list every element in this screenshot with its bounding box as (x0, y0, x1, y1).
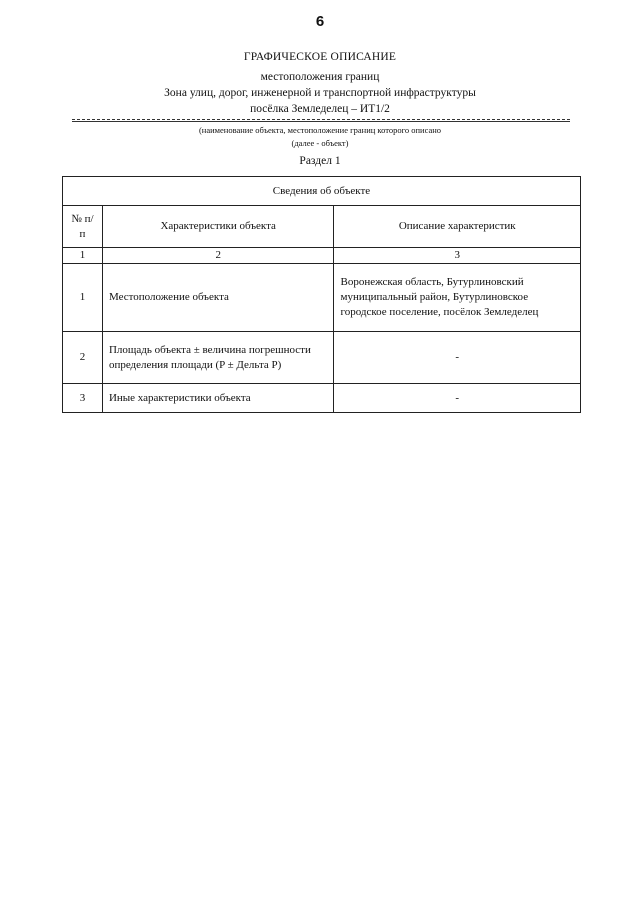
row-num: 2 (63, 332, 103, 384)
table-title: Сведения об объекте (63, 177, 581, 206)
object-info-table (62, 176, 581, 413)
page-number: 6 (315, 13, 325, 30)
document-title: ГРАФИЧЕСКОЕ ОПИСАНИЕ (243, 51, 397, 63)
header-description: Описание характеристик (334, 206, 581, 248)
row-description: Воронежская область, Бутурлиновский муниципальный район, Бутурлиновское городское поселение, посёлок Земледелец (334, 264, 581, 332)
section-title: Раздел 1 (299, 155, 341, 167)
column-number-3: 3 (334, 248, 581, 264)
row-characteristic: Площадь объекта ± величина погрешности определения площади (P ± Дельта P) (102, 332, 334, 384)
caption-line-2: (далее - объект) (291, 138, 349, 148)
separator-dashed (72, 119, 570, 120)
separator-solid (72, 121, 570, 122)
column-number-2: 2 (102, 248, 334, 264)
row-description: - (334, 332, 581, 384)
row-characteristic: Иные характеристики объекта (102, 384, 334, 413)
table-row (63, 332, 581, 384)
column-number-row (63, 248, 581, 264)
header-num: № п/п (63, 206, 103, 248)
document-subtitle-line-1: местоположения границ (260, 71, 380, 83)
row-num: 3 (63, 384, 103, 413)
caption-line-1: (наименование объекта, местоположение границ которого описано (198, 125, 442, 135)
header-characteristics: Характеристики объекта (102, 206, 334, 248)
row-description: - (334, 384, 581, 413)
table-row (63, 384, 581, 413)
table-row (63, 264, 581, 332)
row-num: 1 (63, 264, 103, 332)
document-subtitle-line-3: посёлка Земледелец – ИТ1/2 (250, 103, 390, 115)
column-number-1: 1 (63, 248, 103, 264)
table-title-row (63, 177, 581, 206)
table-header-row (63, 206, 581, 248)
document-subtitle-line-2: Зона улиц, дорог, инженерной и транспортной инфраструктуры (164, 87, 476, 99)
row-characteristic: Местоположение объекта (102, 264, 334, 332)
